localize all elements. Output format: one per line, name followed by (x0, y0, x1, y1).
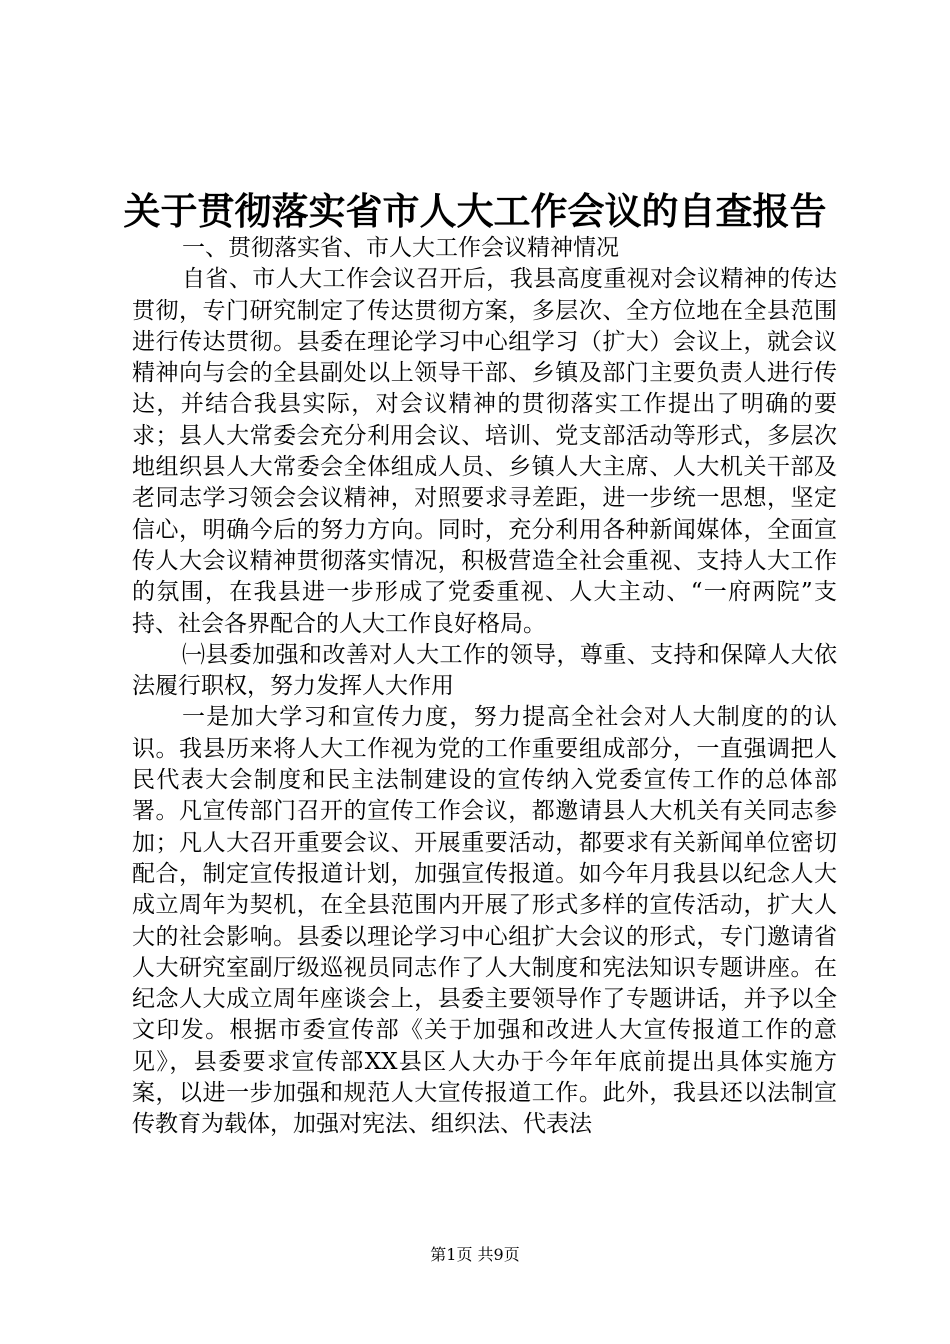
section-heading: 一、贯彻落实省、市人大工作会议精神情况 (182, 235, 619, 261)
document-body (132, 233, 837, 1141)
body-paragraph: 自省、市人大工作会议召开后，我县高度重视对会议精神的传达贯彻，专门研究制定了传达贯彻方案，多层次、全方位地在全县范围进行传达贯彻。县委在理论学习中心组学习（扩大）会议上，就会议精神向与会的全县副处以上领导干部、乡镇及部门主要负责人进行传达，并结合我县实际，对会议精神的贯彻落实工作提出了明确的要求；县人大常委会充分利用会议、培训、党支部活动等形式，多层次地组织县人大常委会全体组成人员、乡镇人大主席、人大机关干部及老同志学习领会会议精神，对照要求寻差距，进一步统一思想，坚定信心，明确今后的努力方向。同时，充分利用各种新闻媒体，全面宣传人大会议精神贯彻落实情况，积极营造全社会重视、支持人大工作的氛围，在我县进一步形成了党委重视、人大主动、“一府两院”支持、社会各界配合的人大工作良好格局。 (132, 266, 837, 637)
body-paragraph: 一是加大学习和宣传力度，努力提高全社会对人大制度的的认识。我县历来将人大工作视为党的工作重要组成部分，一直强调把人民代表大会制度和民主法制建设的宣传纳入党委宣传工作的总体部署。凡宣传部门召开的宣传工作会议，都邀请县人大机关有关同志参加；凡人大召开重要会议、开展重要活动，都要求有关新闻单位密切配合，制定宣传报道计划，加强宣传报道。如今年月我县以纪念人大成立周年为契机，在全县范围内开展了形式多样的宣传活动，扩大人大的社会影响。县委以理论学习中心组扩大会议的形式，专门邀请省人大研究室副厅级巡视员同志作了人大制度和宪法知识专题讲座。在纪念人大成立周年座谈会上，县委主要领导作了专题讲话，并予以全文印发。根据市委宣传部《关于加强和改进人大宣传报道工作的意见》，县委要求宣传部XX县区人大办于今年年底前提出具体实施方案，以进一步加强和规范人大宣传报道工作。此外，我县还以法制宣传教育为载体，加强对宪法、组织法、代表法 (132, 704, 837, 1138)
subsection-heading: ㈠县委加强和改善对人大工作的领导，尊重、支持和保障人大依法履行职权，努力发挥人大作用 (132, 641, 837, 700)
document-title: 关于贯彻落实省市人大工作会议的自查报告 (123, 189, 827, 233)
page-footer: 第1页 共9页 (430, 1245, 520, 1264)
